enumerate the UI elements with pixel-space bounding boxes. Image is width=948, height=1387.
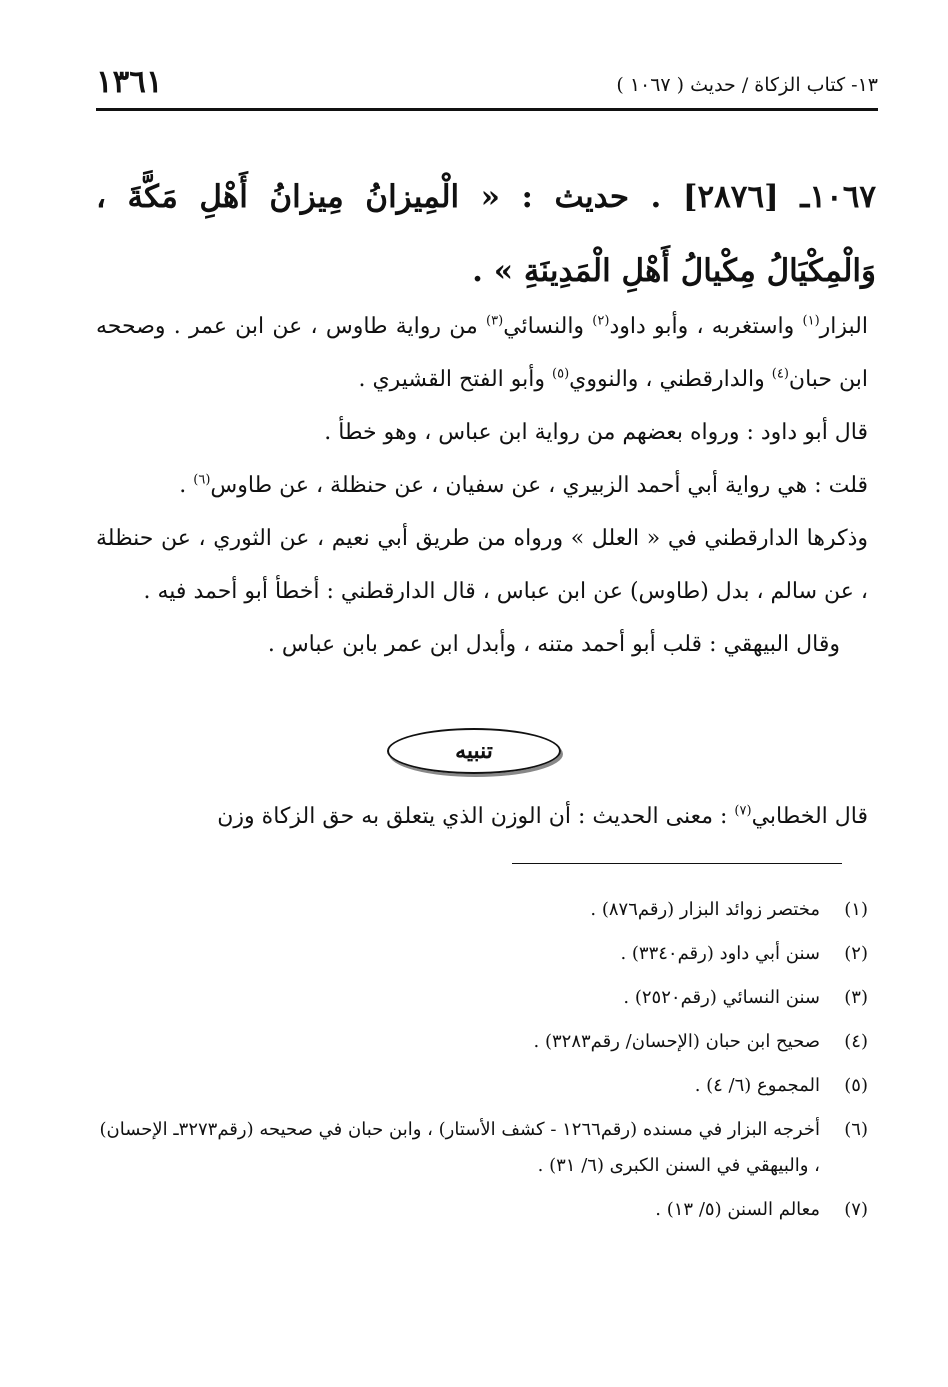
header-rule — [96, 108, 878, 111]
paragraph-takhrij: البزار$^{(١)}$ واستغربه ، وأبو داود$^{(٢)}$ والنسائي$^{(٣)}$ من رواية طاوس ، عن ابن عمر . وصححه ابن حبان$^{(٤)}$ والدارقطني ، والنووي$^{(٥)}$ وأبو الفتح القشيري . — [96, 313, 868, 392]
footnote-number: (٤) — [844, 1031, 868, 1052]
footnote-number: (٢) — [844, 943, 868, 964]
footnote-text: صحيح ابن حبان (الإحسان/ رقم٣٢٨٣) . — [533, 1031, 820, 1052]
footnote-text: أخرجه البزار في مسنده (رقم١٢٦٦ - كشف الأستار) ، وابن حبان في صحيحه (رقم٣٢٧٣ـ الإحسان) ، والبيهقي في السنن الكبرى (٦/ ٣١) . — [99, 1119, 820, 1176]
hadith-heading: ١٠٦٧ـ [٢٨٧٦] . حديث : « الْمِيزانُ مِيزانُ أَهْلِ مَكَّةَ ، وَالْمِكْيَالُ مِكْيالُ أَهْلِ الْمَدِينَةِ » . — [96, 179, 876, 289]
footnote-ref[interactable]: (٢) — [592, 313, 610, 329]
page-header — [96, 60, 878, 102]
footnote-text: سنن أبي داود (رقم٣٣٤٠) . — [620, 943, 820, 964]
footnote-item — [96, 932, 868, 976]
footnote-ref[interactable]: (٤) — [771, 366, 789, 382]
footnote-text: معالم السنن (٥/ ١٣) . — [655, 1199, 820, 1220]
page-number: ١٣٦١ — [96, 64, 163, 100]
main-text — [96, 300, 868, 671]
tanbih-oval — [387, 728, 561, 774]
paragraph-daraqutni: وذكرها الدارقطني في « العلل » ورواه من طريق أبي نعيم ، عن الثوري ، عن حنظلة ، عن سالم ، بدل (طاوس) عن ابن عباس ، قال الدارقطني : أخطأ أبو أحمد فيه . — [96, 526, 868, 604]
footnote-number: (١) — [844, 899, 868, 920]
footnote-ref[interactable]: (٧) — [734, 803, 752, 819]
paragraph-bayhaqi: وقال البيهقي : قلب أبو أحمد متنه ، وأبدل ابن عمر بابن عباس . — [267, 632, 840, 657]
paragraph-khattabi: قال الخطابي$^{(٧)}$ : معنى الحديث : أن الوزن الذي يتعلق به حق الزكاة وزن — [217, 803, 868, 829]
footnote-number: (٣) — [844, 987, 868, 1008]
footnote-item — [96, 1020, 868, 1064]
tanbih-badge — [384, 726, 564, 776]
footnote-number: (٦) — [844, 1119, 868, 1140]
footnotes — [96, 888, 868, 1232]
footnote-ref[interactable]: (٣) — [486, 313, 504, 329]
footnote-text: سنن النسائي (رقم٢٥٢٠) . — [623, 987, 820, 1008]
main-text-continued — [96, 790, 868, 843]
footnote-ref[interactable]: (١) — [802, 313, 820, 329]
footnote-item — [96, 976, 868, 1020]
footnote-item — [96, 888, 868, 932]
footnote-ref[interactable]: (٦) — [193, 472, 211, 488]
footnote-number: (٧) — [844, 1199, 868, 1220]
footnote-item — [96, 1108, 868, 1188]
paragraph-abu-dawud: قال أبو داود : ورواه بعضهم من رواية ابن عباس ، وهو خطأ . — [324, 420, 868, 445]
footnote-item — [96, 1064, 868, 1108]
footnote-text: المجموع (٦/ ٤) . — [694, 1075, 820, 1096]
footnote-item — [96, 1188, 868, 1232]
tanbih-label: تنبيه — [455, 738, 493, 764]
paragraph-qultu: قلت : هي رواية أبي أحمد الزبيري ، عن سفيان ، عن حنظلة ، عن طاوس$^{(٦)}$ . — [179, 472, 868, 498]
footnote-ref[interactable]: (٥) — [552, 366, 570, 382]
running-head: ١٣- كتاب الزكاة / حديث ( ١٠٦٧ ) — [616, 74, 878, 96]
footnote-number: (٥) — [844, 1075, 868, 1096]
footnote-text: مختصر زوائد البزار (رقم٨٧٦) . — [590, 899, 820, 920]
footnote-separator — [512, 863, 842, 864]
